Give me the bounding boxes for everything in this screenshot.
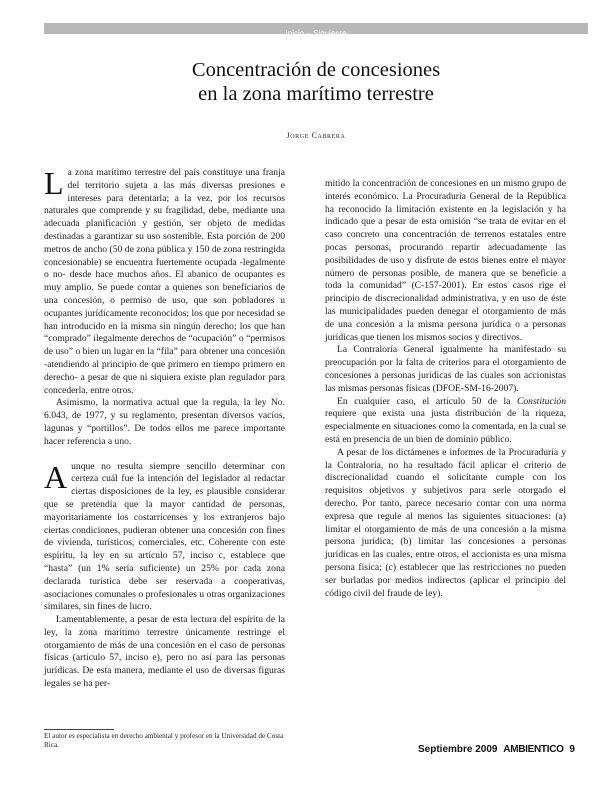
paragraph-text: unque no resulta siempre sencillo determinar con certeza cuál fue la intención del legislador al redactar ciertas disposiciones de la ley, es plausible considerar que se pretendía que la mayor cantidad de personas, mayoritariamente los costarricenses y los extranjeros bajo ciertas condiciones, pudieran obtener una concesión con fines de vivienda, turísticos, comerciales, etc. Coherente con este espíritu, la ley en su artículo 57, inciso c, establece que “hasta” (un 1% sería suficiente) un 25% por cada zona declarada turística debe ser reservada a cooperativas, asociaciones comunales o profesionales u otras organizaciones similares, sin fines de lucro. <box>44 460 285 613</box>
nav-separator: – <box>304 29 314 38</box>
paragraph: Lamentablemente, a pesar de esta lectura del espíritu de la ley, la zona marítimo terrestre únicamente restringe el otorgamiento de más de una concesión en el caso de personas físicas (artículo 57, inciso e), pero no así para las personas jurídicas. De esta manera, mediante el uso de diversas figuras legales se ha per- <box>44 614 285 690</box>
top-navigation-bar <box>44 23 588 38</box>
paragraph <box>44 458 285 615</box>
paragraph-text: En cualquier caso, el artículo 50 de la <box>337 395 517 407</box>
title-line-1: Concentración de concesiones <box>191 59 441 81</box>
drop-cap: A <box>44 458 68 495</box>
nav-link-siguiente[interactable]: Siguiente <box>313 29 347 38</box>
left-column <box>44 167 285 691</box>
paragraph: A pesar de los dictámenes e informes de la Procuraduría y la Contraloría, no ha resultado fácil aplicar el criterio de discrecionalidad cuando el solicitante cumple con los requisitos objetivos y subjetivos para serle otorgado el derecho. Por tanto, parece necesario contar con una norma expresa que regule al menos las siguientes situaciones: (a) limitar el otorgamiento de más de una concesión a la misma persona jurídica; (b) limitar las concesiones a personas jurídicas en las cuales, entre otros, el accionista es una misma persona física; (c) establecer que las restricciones no pueden ser burladas por medios indirectos (aplicar el principio del código civil del fraude de ley). <box>325 446 566 599</box>
paragraph-gap <box>44 449 285 461</box>
nav-links <box>286 29 347 38</box>
drop-cap: L <box>44 165 64 201</box>
title-line-2: en la zona marítimo terrestre <box>198 83 434 105</box>
paragraph <box>44 167 285 397</box>
paragraph: Asimismo, la normativa actual que la regula, la ley No. 6.043, de 1977, y su reglamento, presentan diversos vacíos, lagunas y “portillos”. De todos ellos me parece importante hacer referencia a uno. <box>44 397 285 447</box>
emphasis-text: Constitución <box>516 395 566 407</box>
page-footer <box>418 742 588 758</box>
paragraph <box>325 396 566 447</box>
author-name: Jorge Cabrera <box>286 131 346 140</box>
footer-date: Septiembre 2009 <box>418 744 498 755</box>
paragraph-text: a zona marítimo terrestre del país constituye una franja del territorio sujeta a las más diversas presiones e intereses para detentarla; a la vez, por los recursos naturales que comprende y su fragilidad, debe, mediante una adecuada planificación y gestión, ser objeto de medidas destinadas a garantizar su uso sostenible. Esta porción de 200 metros de ancho (50 de zona pública y 150 de zona restringida concesionable) se encuentra fuertemente ocupada -legalmente o no- desde hace muchos años. El abanico de ocupantes es muy amplio. Se puede contar a quienes son beneficiarios de una concesión, o permiso de uso, que son pobladores u ocupantes jurídicamente reconocidos; los que por necesidad se han introducido en la misma sin ningún derecho; los que han “comprado” ilegalmente derechos de “ocupación” o “permisos de uso” o bien un lugar en la “fila” para obtener una concesión -atendiendo al principio de que primero en tiempo primero en derecho- a pesar de que ni siquiera existe plan regulador para concederla, entre otros. <box>44 167 285 396</box>
paragraph: La Contraloría General igualmente ha manifestado su preocupación por la falta de criterios para el otorgamiento de concesiones a personas jurídicas de las cuales son accionistas las mismas personas físicas (DFOE-SM-16-2007). <box>325 344 566 394</box>
nav-link-inicio[interactable]: Inicio <box>285 29 305 38</box>
article-title <box>44 58 588 106</box>
paragraph-text: requiere que exista una justa distribución de la riqueza, especialmente en situaciones como la comentada, en la cual se está en presencia de un bien de dominio público. <box>325 408 566 445</box>
footnote-divider <box>44 729 114 730</box>
right-column <box>325 178 566 600</box>
paragraph: mitido la concentración de concesiones en un mismo grupo de interés económico. La Procuraduría General de la República ha reconocido la limitación existente en la legislación y ha indicado que a pesar de esta omisión “se trata de evitar en el caso concreto una concentración de terrenos estatales entre pocas personas, procurando repartir adecuadamente las posibilidades de uso y disfrute de estos bienes entre el mayor número de personas posible, de manera que se beneficie a toda la comunidad” (C-157-2001). En estos casos rige el principio de discrecionalidad administrativa, y en uso de éste las municipalidades pueden denegar el otorgamiento de más de una concesión a la misma persona jurídica o a personas jurídicas que tienen los mismos socios y directivos. <box>325 178 566 343</box>
page-number: 9 <box>569 744 575 755</box>
footnote: El autor es especialista en derecho ambiental y profesor en la Universidad de Costa Rica. <box>44 732 284 749</box>
magazine-logo: AMBIENTICO <box>503 744 564 755</box>
